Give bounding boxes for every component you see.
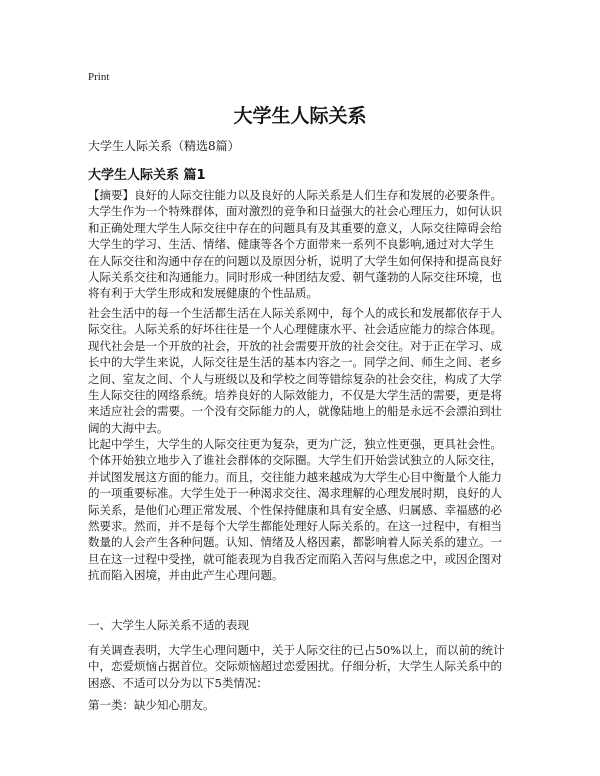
subsection-heading: 一、大学生人际关系不适的表现 — [88, 618, 249, 632]
paragraph-line: 将有利于大学生形成和发展健康的个性品质。 — [88, 286, 318, 301]
abstract-paragraph — [88, 187, 520, 302]
paragraph-line: 【摘要】良好的人际交往能力以及良好的人际关系是人们生存和发展的必要条件。 — [88, 188, 502, 202]
paragraph-line: 有关调查表明，大学生心理问题中，关于人际交往的已占50%以上，而以前的统计 — [88, 643, 505, 657]
paragraph-line: 际关系，是他们心理正常发展、个性保持健康和具有安全感、归属感、幸福感的必 — [88, 502, 502, 517]
subsection-heading: 第一类：缺少知心朋友。 — [88, 698, 215, 712]
paragraph-line: 之间、室友之间、个人与班级以及和学校之间等错综复杂的社会交往，构成了大学 — [88, 371, 502, 386]
paragraph-line: 生人际交往的网络系统。培养良好的人际效能力，不仅是大学生活的需要，更是将 — [88, 388, 502, 403]
paragraph-line: 社会生活中的每一个生活都生活在人际关系网中，每个人的成长和发展都依存于人 — [88, 306, 502, 320]
document-title: 大学生人际关系 — [233, 105, 367, 127]
paragraph-line: 现代社会是一个开放的社会，开放的社会需要开放的社会交往。对于正在学习、成 — [88, 338, 502, 353]
paragraph-line: 旦在这一过程中受挫，就可能表现为自我否定而陷入苦闷与焦虑之中，或因企图对 — [88, 551, 502, 566]
paragraph-line: 数量的人会产生各种问题。认知、情绪及人格因素，都影响着人际关系的建立。一 — [88, 535, 502, 550]
paragraph-line: 中，恋爱烦恼占据首位。交际烦恼超过恋爱困扰。仔细分析，大学生人际关系中的 — [88, 659, 502, 674]
paragraph-line: 困惑、不适可以分为以下5类情况： — [88, 675, 268, 690]
paragraph-line: 阔的大海中去。 — [88, 420, 169, 435]
body-paragraph — [88, 436, 520, 584]
paragraph-line: 和正确处理大学生人际交往中存在的问题具有及其重要的意义，人际交往障碍会给 — [88, 220, 502, 235]
document-subtitle: 大学生人际关系（精选8篇） — [88, 139, 240, 153]
paragraph-line: 抗而陷入困境，并由此产生心理问题。 — [88, 568, 284, 583]
paragraph-line: 长中的大学生来说，人际交往是生活的基本内容之一。同学之间、师生之间、老乡 — [88, 355, 502, 370]
paragraph-line: 比起中学生，大学生的人际交往更为复杂，更为广泛，独立性更强，更具社会性。 — [88, 437, 502, 451]
section-heading: 大学生人际关系 篇1 — [88, 168, 206, 183]
paragraph-line: 大学生作为一个特殊群体，面对激烈的竞争和日益强大的社会心理压力，如何认识 — [88, 204, 502, 219]
body-paragraph — [88, 642, 520, 691]
paragraph-line: 个体开始独立地步入了谁社会群体的交际圈。大学生们开始尝试独立的人际交往， — [88, 453, 502, 468]
paragraph-line: 人际关系交往和沟通能力。同时形成一种团结友爱、朝气蓬勃的人际交往环境，也 — [88, 270, 502, 285]
print-label: Print — [88, 71, 110, 83]
paragraph-line: 的一项重要标准。大学生处于一种渴求交往、渴求理解的心理发展时期，良好的人 — [88, 486, 502, 501]
body-paragraph — [88, 305, 520, 436]
paragraph-line: 在人际交往和沟通中存在的问题以及原因分析，说明了大学生如何保持和提高良好 — [88, 253, 502, 268]
paragraph-line: 大学生的学习、生活、情绪、健康等各个方面带来一系列不良影响,通过对大学生 — [88, 237, 495, 252]
paragraph-line: 然要求。然而，并不是每个大学生都能处理好人际关系的。在这一过程中，有相当 — [88, 519, 502, 534]
paragraph-line: 并试图发展这方面的能力。而且，交往能力越来越成为大学生心目中衡量个人能力 — [88, 469, 502, 484]
paragraph-line: 来适应社会的需要。一个没有交际能力的人，就像陆地上的船是永远不会漂泊到壮 — [88, 404, 502, 419]
paragraph-line: 际交往。人际关系的好坏往往是一个人心理健康水平、社会适应能力的综合体现。 — [88, 322, 502, 337]
